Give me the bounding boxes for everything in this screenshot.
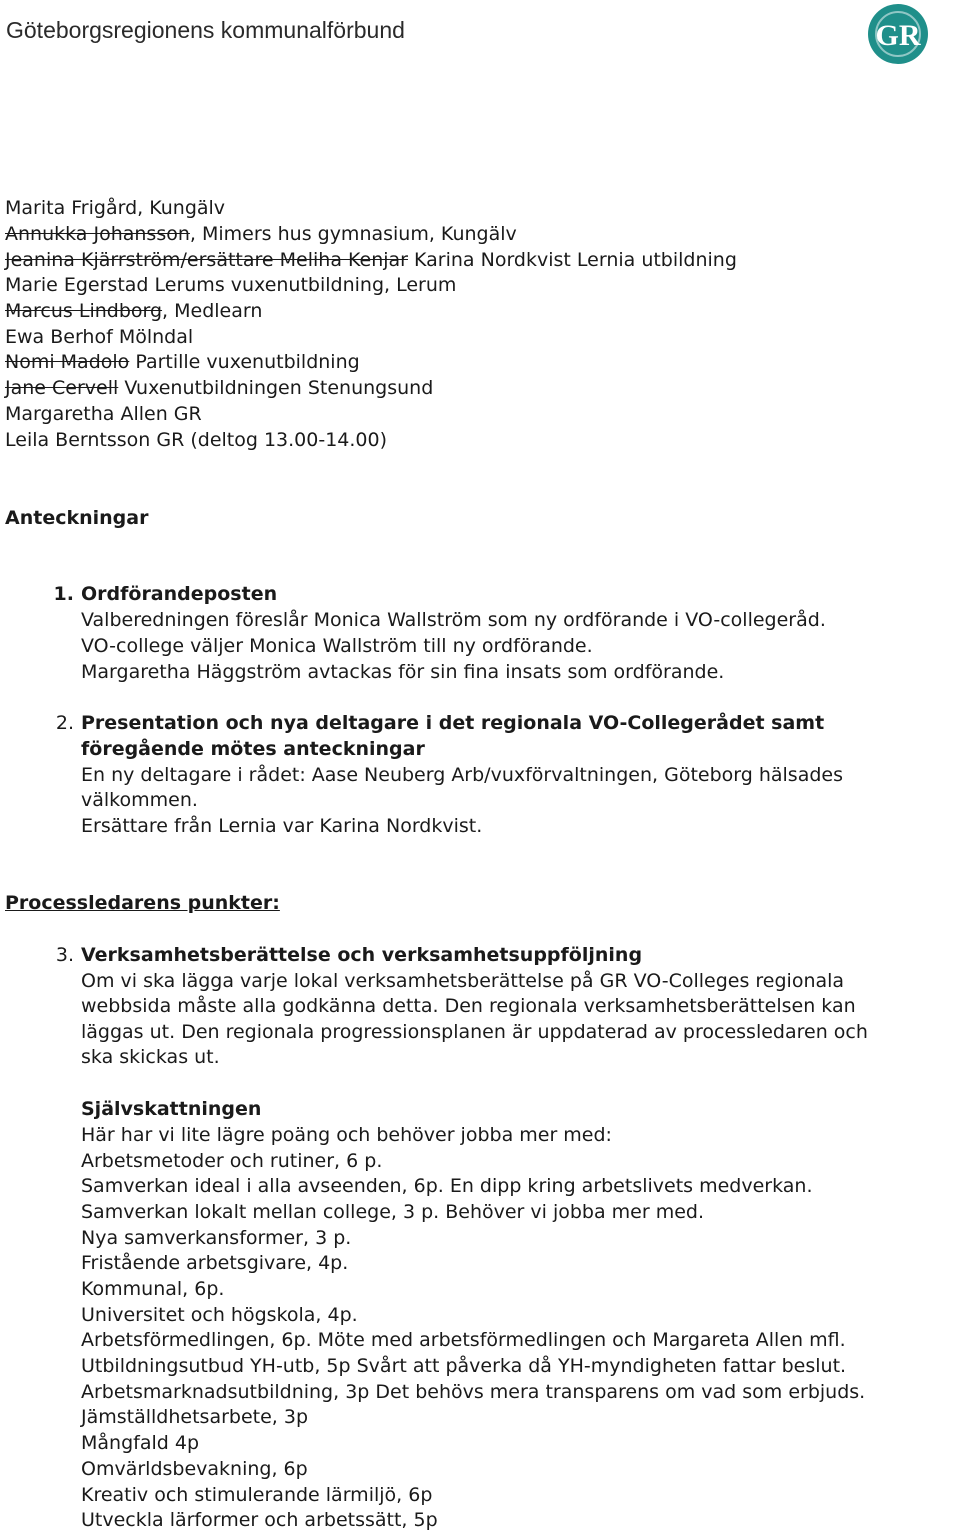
assessment-line: Kommunal, 6p. xyxy=(81,1278,225,1300)
item-text: ska skickas ut. xyxy=(81,1046,220,1068)
item-text: Valberedningen föreslår Monica Wallström som ny ordförande i VO-collegeråd. xyxy=(81,609,826,631)
participant-item: Jane Cervell Vuxenutbildningen Stenungsund xyxy=(5,377,434,399)
process-heading: Processledarens punkter: xyxy=(5,892,280,914)
notes-heading: Anteckningar xyxy=(5,507,149,529)
participant-item: Jeanina Kjärrström/ersättare Meliha Kenjar Karina Nordkvist Lernia utbildning xyxy=(5,249,737,271)
participant-item: Marie Egerstad Lerums vuxenutbildning, Lerum xyxy=(5,274,457,296)
item-text: webbsida måste alla godkänna detta. Den regionala verksamhetsberättelsen kan xyxy=(81,995,856,1017)
participant-item: Annukka Johansson, Mimers hus gymnasium, Kungälv xyxy=(5,223,517,245)
item-text: En ny deltagare i rådet: Aase Neuberg Arb/vuxförvaltningen, Göteborg hälsades xyxy=(81,764,843,786)
item-text: Om vi ska lägga varje lokal verksamhetsberättelse på GR VO-Colleges regionala xyxy=(81,970,845,992)
assessment-line: Nya samverkansformer, 3 p. xyxy=(81,1227,352,1249)
assessment-line: Utbildningsutbud YH-utb, 5p Svårt att påverka då YH-myndigheten fattar beslut. xyxy=(81,1355,847,1377)
assessment-line: Arbetsförmedlingen, 6p. Möte med arbetsförmedlingen och Margareta Allen mfl. xyxy=(81,1329,846,1351)
item-number: 2. xyxy=(55,712,74,734)
assessment-line: Arbetsmetoder och rutiner, 6 p. xyxy=(81,1150,383,1172)
assessment-line: Samverkan ideal i alla avseenden, 6p. En dipp kring arbetslivets medverkan. xyxy=(81,1175,813,1197)
assessment-line: Kreativ och stimulerande lärmiljö, 6p xyxy=(81,1484,433,1506)
assessment-line: Arbetsmarknadsutbildning, 3p Det behövs mera transparens om vad som erbjuds. xyxy=(81,1381,866,1403)
assessment-line: Utveckla lärformer och arbetssätt, 5p xyxy=(81,1509,438,1531)
item-title: Presentation och nya deltagare i det regionala VO-Collegerådet samt xyxy=(81,712,825,734)
participant-item: Marita Frigård, Kungälv xyxy=(5,197,226,219)
assessment-line: Här har vi lite lägre poäng och behöver jobba mer med: xyxy=(81,1124,612,1146)
item-text: Ersättare från Lernia var Karina Nordkvist. xyxy=(81,815,483,837)
assessment-line: Mångfald 4p xyxy=(81,1432,199,1454)
item-text: välkommen. xyxy=(81,789,198,811)
participant-item: Nomi Madolo Partille vuxenutbildning xyxy=(5,351,360,373)
participant-item: Margaretha Allen GR xyxy=(5,403,202,425)
item-title: Ordförandeposten xyxy=(81,583,278,605)
logo-text: GR xyxy=(875,19,921,52)
gr-logo xyxy=(866,2,930,66)
item-text: VO-college väljer Monica Wallström till ny ordförande. xyxy=(81,635,593,657)
item-text: läggas ut. Den regionala progressionsplanen är uppdaterad av processledaren och xyxy=(81,1021,868,1043)
item-title: föregående mötes anteckningar xyxy=(81,738,425,760)
assessment-line: Omvärldsbevakning, 6p xyxy=(81,1458,308,1480)
assessment-line: Fristående arbetsgivare, 4p. xyxy=(81,1252,349,1274)
section-title: Självskattningen xyxy=(81,1098,262,1120)
participant-item: Leila Berntsson GR (deltog 13.00-14.00) xyxy=(5,429,388,451)
assessment-line: Jämställdhetsarbete, 3p xyxy=(81,1406,309,1428)
participant-item: Ewa Berhof Mölndal xyxy=(5,326,194,348)
organization-name: Göteborgsregionens kommunalförbund xyxy=(6,17,405,43)
item-title: Verksamhetsberättelse och verksamhetsuppföljning xyxy=(81,944,643,966)
assessment-line: Samverkan lokalt mellan college, 3 p. Behöver vi jobba mer med. xyxy=(81,1201,705,1223)
item-text: Margaretha Häggström avtackas för sin fina insats som ordförande. xyxy=(81,661,725,683)
participant-item: Marcus Lindborg, Medlearn xyxy=(5,300,263,322)
item-number: 1. xyxy=(53,583,74,605)
assessment-line: Universitet och högskola, 4p. xyxy=(81,1304,358,1326)
item-number: 3. xyxy=(55,944,74,966)
